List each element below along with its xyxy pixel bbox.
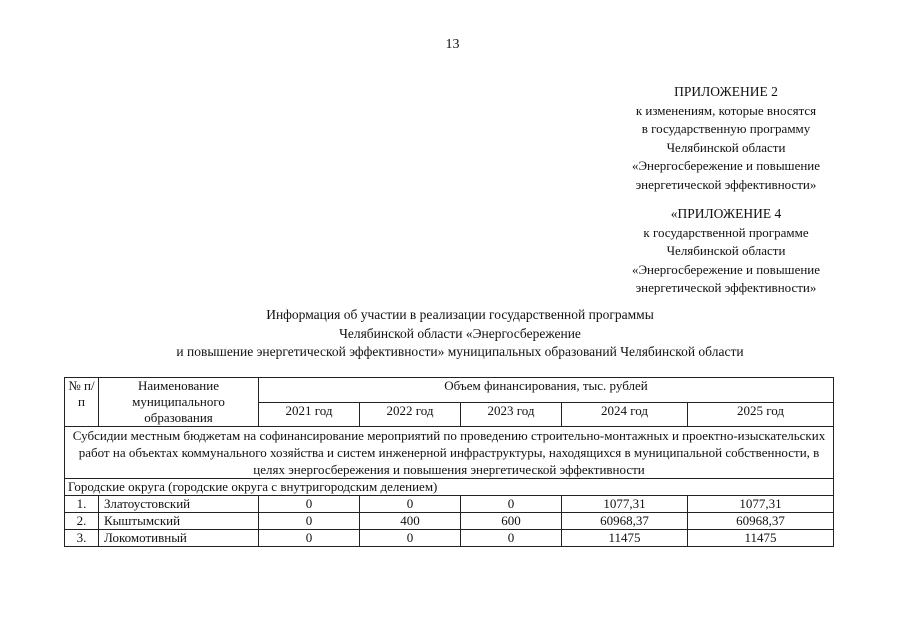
row-num: 2. <box>65 513 99 530</box>
group-title: Городские округа (городские округа с внутригородским делением) <box>65 479 834 496</box>
appendix-4-block <box>612 205 840 298</box>
appendix-4-title: «ПРИЛОЖЕНИЕ 4 <box>670 206 782 221</box>
row-value: 60968,37 <box>562 513 688 530</box>
section-row <box>65 427 834 479</box>
header-year: 2025 год <box>688 402 834 427</box>
appendix-2-title: ПРИЛОЖЕНИЕ 2 <box>674 84 778 99</box>
row-name: Златоустовский <box>99 496 259 513</box>
header-name: Наименование муниципального образования <box>99 378 259 427</box>
header-year: 2022 год <box>360 402 461 427</box>
document-title-line: и повышение энергетической эффективности» муниципальных образований Челябинской области <box>176 344 744 359</box>
table-row <box>65 496 834 513</box>
appendix-2-line: энергетической эффективности» <box>635 176 817 192</box>
document-title-line: Челябинской области «Энергосбережение <box>339 325 581 341</box>
appendix-4-line: энергетической эффективности» <box>635 280 817 295</box>
funding-table <box>64 377 834 547</box>
appendix-2-line: к изменениям, которые вносятся <box>635 102 817 118</box>
row-value: 0 <box>259 496 360 513</box>
row-value: 0 <box>360 530 461 547</box>
group-row <box>65 479 834 496</box>
row-name: Локомотивный <box>99 530 259 547</box>
row-value: 1077,31 <box>688 496 834 513</box>
appendix-2-line: «Энергосбережение и повышение <box>631 158 821 173</box>
row-num: 3. <box>65 530 99 547</box>
row-value: 600 <box>461 513 562 530</box>
row-value: 0 <box>259 513 360 530</box>
document-title <box>50 306 870 362</box>
row-value: 11475 <box>562 530 688 547</box>
row-value: 0 <box>360 496 461 513</box>
appendix-4-line: «Энергосбережение и повышение <box>631 261 821 277</box>
appendix-2-line: в государственную программу <box>641 121 811 136</box>
header-year: 2023 год <box>461 402 562 427</box>
row-name: Кыштымский <box>99 513 259 530</box>
header-num: № п/п <box>65 378 99 427</box>
appendix-4-line: Челябинской области <box>666 243 786 258</box>
row-value: 0 <box>461 530 562 547</box>
header-funding: Объем финансирования, тыс. рублей <box>259 378 834 403</box>
appendix-4-line: к государственной программе <box>643 224 809 240</box>
table-row <box>65 513 834 530</box>
row-num: 1. <box>65 496 99 513</box>
table-row <box>65 530 834 547</box>
document-title-line: Информация об участии в реализации государственной программы <box>266 307 654 322</box>
row-value: 0 <box>259 530 360 547</box>
row-value: 400 <box>360 513 461 530</box>
header-year: 2024 год <box>562 402 688 427</box>
row-value: 0 <box>461 496 562 513</box>
section-title: Субсидии местным бюджетам на софинансирование мероприятий по проведению строительно-монтажных и проектно-изыскательских работ на объектах коммунального хозяйства и систем инженерной инфраструктуры, находящихся в муниципальной собственности, в целях энергосбережения и повышения энергетической эффективности <box>65 427 834 479</box>
row-value: 1077,31 <box>562 496 688 513</box>
appendix-2-block <box>612 83 840 194</box>
row-value: 60968,37 <box>688 513 834 530</box>
header-year: 2021 год <box>259 402 360 427</box>
row-value: 11475 <box>688 530 834 547</box>
appendix-2-line: Челябинской области <box>666 139 786 155</box>
page-number: 13 <box>445 37 460 52</box>
